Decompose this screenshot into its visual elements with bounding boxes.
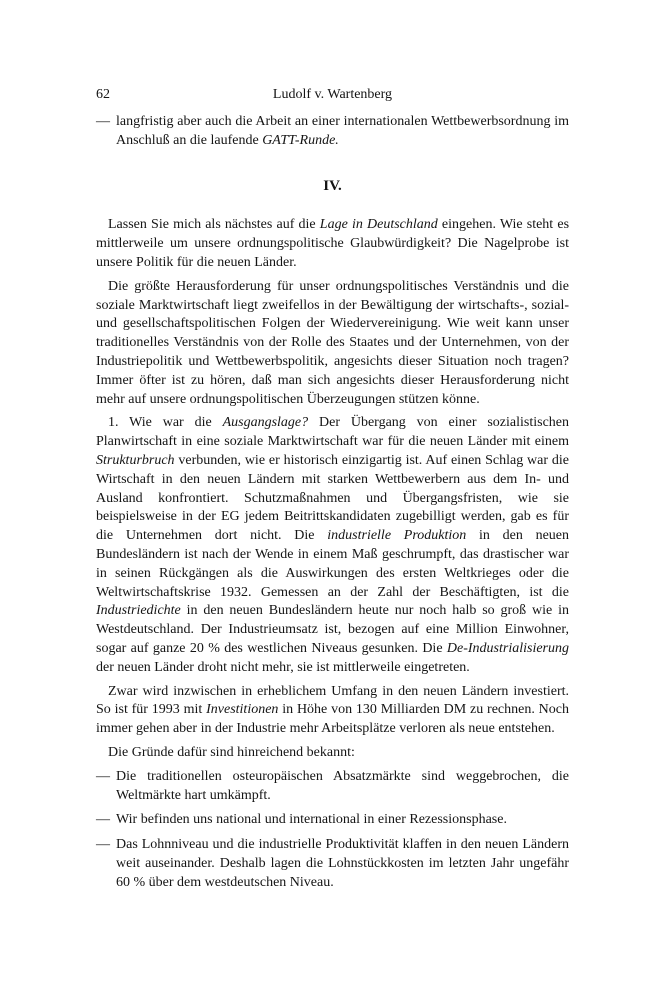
section-heading: IV. (323, 177, 342, 194)
paragraph-1 (96, 216, 569, 272)
p3-emphasis-2: Strukturbruch (96, 452, 175, 468)
paragraph-5: Die Gründe dafür sind hinreichend bekannt: (108, 744, 355, 760)
dash-marker: — (96, 812, 110, 828)
intro-text-a: langfristig aber auch die Arbeit an einer internationalen Wettbewerbsordnung im Anschluß an die laufende (116, 114, 569, 148)
p4-text-b: in Höhe von 130 Milliarden DM zu rechnen. Noch immer gehen aber in der Industrie mehr Arbeitsplätze verloren als neue entstehen. (96, 702, 569, 737)
page (96, 86, 569, 898)
running-title: Ludolf v. Wartenberg (272, 87, 393, 102)
reason-text: Die traditionellen osteuropäischen Absatzmärkte sind weggebrochen, die Weltmärkte hart umkämpft. (116, 768, 569, 803)
reason-list-item (96, 768, 569, 806)
reason-text: Wir befinden uns national und international in einer Rezessionsphase. (116, 812, 507, 828)
intro-text-emphasis: GATT-Runde. (262, 132, 339, 148)
p3-text-1: 1. Wie war die (108, 415, 223, 431)
p3-text-6: der neuen Länder droht nicht mehr, sie ist mittlerweile eingetreten. (96, 659, 470, 675)
page-number: 62 (96, 87, 110, 102)
dash-marker: — (96, 768, 110, 784)
p3-text-4: in den neuen Bundesländern ist nach der Wende in einem Maß geschrumpft, das drastischer war in seinen Rückgängen als die Auswirkungen des ersten Weltkrieges oder die Weltwirtschaftskrise 1932. Gemessen an der Zahl der Beschäftigten, ist die (96, 528, 570, 600)
p3-emphasis-3: industrielle Produktion (327, 528, 467, 544)
reason-text: Das Lohnniveau und die industrielle Produktivität klaffen in den neuen Ländern weit auseinander. Deshalb lagen die Lohnstückkosten im letzten Jahr ungefähr 60 % über dem westdeutschen Niveau. (116, 837, 569, 890)
p3-text-2: Der Übergang von einer sozialistischen Planwirtschaft in eine soziale Marktwirtschaft war für die neuen Länder mit einem (96, 415, 570, 450)
running-header (96, 86, 569, 104)
reason-list-item (96, 836, 569, 892)
p4-emphasis: Investitionen (206, 702, 279, 718)
p1-text-b: eingehen. Wie steht es mittlerweile um unsere ordnungspolitische Glaubwürdigkeit? Die Nagelprobe ist unsere Politik für die neuen Länder. (96, 217, 570, 270)
p1-emphasis: Lage in Deutschland (319, 217, 438, 233)
paragraph-3 (96, 414, 569, 677)
p4-text-a: Zwar wird inzwischen in erheblichem Umfang in den neuen Ländern investiert. So ist für 1993 mit (96, 683, 569, 718)
p3-emphasis-5: De-Industrialisierung (446, 640, 569, 656)
p1-text-a: Lassen Sie mich als nächstes auf die (108, 217, 320, 233)
paragraph-4 (96, 683, 569, 739)
p3-text-5: in den neuen Bundesländern heute nur noch halb so groß wie in Westdeutschland. Der Industrieumsatz ist, bezogen auf eine Million Einwohner, sogar auf ganze 20 % des westlichen Niveaus gesunken. Die (96, 603, 569, 656)
intro-list-item (96, 113, 569, 151)
p3-emphasis-1: Ausgangslage? (222, 415, 309, 431)
dash-marker: — (96, 837, 110, 853)
dash-marker: — (96, 114, 110, 129)
paragraph-2: Die größte Herausforderung für unser ordnungspolitisches Verständnis und die soziale Marktwirtschaft liegt zweifellos in der Bewältigung der wirtschafts-, sozial- und gesellschaftspolitischen Folgen der Wiedervereinigung. Wie weit kann unser traditionelles Verständnis von der Rolle des Staates und der Unternehmen, von der Industriepolitik und Wettbewerbspolitik, angesichts dieser Situation noch tragen? Immer öfter ist zu hören, daß man sich angesichts dieser Herausforderung nicht mehr auf unsere ordnungspolitischen Überzeugungen stützen könne. (96, 278, 569, 407)
p3-emphasis-4: Industriedichte (96, 603, 181, 619)
reason-list-item (96, 811, 569, 830)
p3-text-3: verbunden, wie er historisch einzigartig ist. Auf einen Schlag war die Wirtschaft in den neuen Ländern mit starken Wettbewerbern aus dem In- und Ausland konfrontiert. Schutzmaßnahmen und Übergangsfristen, wie sie beispielsweise in der EG jedem Beitrittskandidaten zugebilligt werden, gab es für die Unternehmen dort nicht. Die (96, 452, 569, 544)
